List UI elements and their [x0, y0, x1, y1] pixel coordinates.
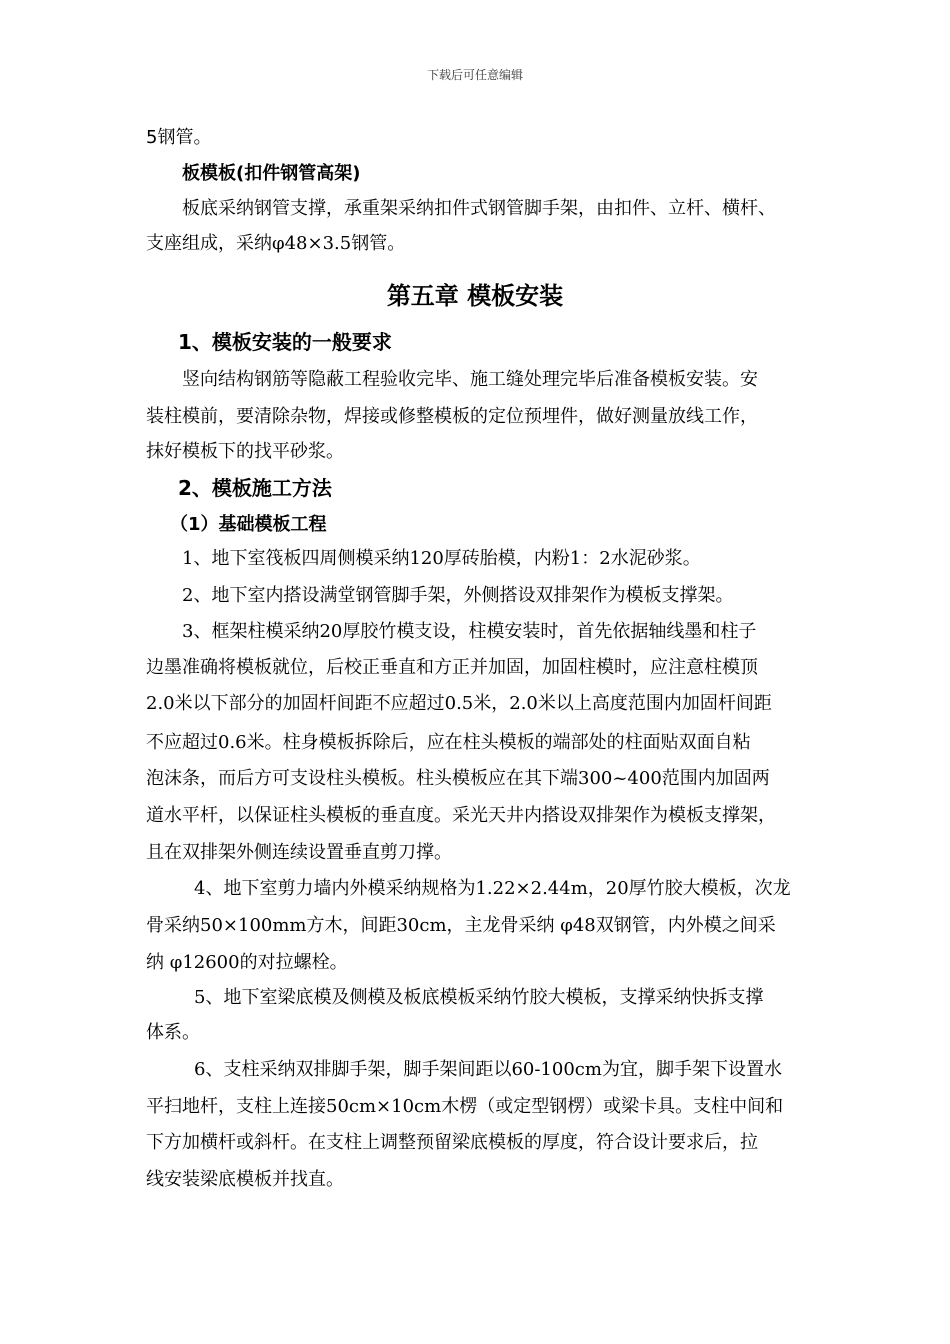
subsection-heading: （1）基础模板工程: [170, 514, 327, 535]
text-line: 线安装梁底模板并找直。: [146, 1169, 344, 1190]
chapter-title: 第五章 模板安装: [386, 282, 564, 310]
text-line: 板底采纳钢管支撑，承重架采纳扣件式钢管脚手架，由扣件、立杆、横杆、: [182, 198, 776, 219]
text-line: 平扫地杆，支柱上连接50cm×10cm木楞（或定型钢楞）或梁卡具。支柱中间和: [146, 1096, 784, 1117]
list-item: 3、框架柱模采纳20厚胶竹模支设，柱模安装时，首先依据轴线墨和柱子: [182, 621, 757, 642]
text-line: 2.0米以下部分的加固杆间距不应超过0.5米，2.0米以上高度范围内加固杆间距: [146, 693, 772, 714]
section-heading: 板模板(扣件钢管高架): [182, 163, 361, 184]
list-item: 6、支柱采纳双排脚手架，脚手架间距以60-100cm为宜，脚手架下设置水: [194, 1059, 782, 1080]
text-line: 道水平杆，以保证柱头模板的垂直度。采光天井内搭设双排架作为模板支撑架，: [146, 805, 776, 826]
text-line: 5钢管。: [146, 127, 212, 148]
section-heading: 2、模板施工方法: [178, 476, 332, 500]
list-item: 2、地下室内搭设满堂钢管脚手架，外侧搭设双排架作为模板支撑架。: [182, 585, 734, 606]
list-item: 1、地下室筏板四周侧模采纳120厚砖胎模，内粉1：2水泥砂浆。: [182, 548, 701, 569]
text-line: 骨采纳50×100mm方木，间距30cm，主龙骨采纳 φ48双钢管，内外模之间采: [146, 915, 776, 936]
text-line: 边墨准确将模板就位，后校正垂直和方正并加固，加固柱模时，应注意柱模顶: [146, 657, 758, 678]
text-line: 下方加横杆或斜杆。在支柱上调整预留梁底模板的厚度，符合设计要求后，拉: [146, 1132, 758, 1153]
list-item: 4、地下室剪力墙内外模采纳规格为1.22×2.44m，20厚竹胶大模板，次龙: [194, 878, 791, 899]
text-line: 支座组成，采纳φ48×3.5钢管。: [146, 233, 406, 254]
text-line: 抹好模板下的找平砂浆。: [146, 441, 344, 462]
text-line: 且在双排架外侧连续设置垂直剪刀撑。: [146, 842, 452, 863]
text-line: 体系。: [146, 1022, 200, 1043]
section-heading: 1、模板安装的一般要求: [178, 330, 392, 354]
list-item: 5、地下室梁底模及侧模及板底模板采纳竹胶大模板，支撑采纳快拆支撑: [194, 987, 764, 1008]
text-line: 纳 φ12600的对拉螺栓。: [146, 952, 348, 973]
text-line: 竖向结构钢筋等隐蔽工程验收完毕、施工缝处理完毕后准备模板安装。安: [182, 369, 758, 390]
text-line: 装柱模前，要清除杂物，焊接或修整模板的定位预埋件，做好测量放线工作，: [146, 406, 758, 427]
text-line: 不应超过0.6米。柱身模板拆除后，应在柱头模板的端部处的柱面贴双面自粘: [146, 732, 751, 753]
page-header-note: 下载后可任意编辑: [426, 68, 523, 82]
text-line: 泡沫条，而后方可支设柱头模板。柱头模板应在其下端300~400范围内加固两: [146, 768, 770, 789]
